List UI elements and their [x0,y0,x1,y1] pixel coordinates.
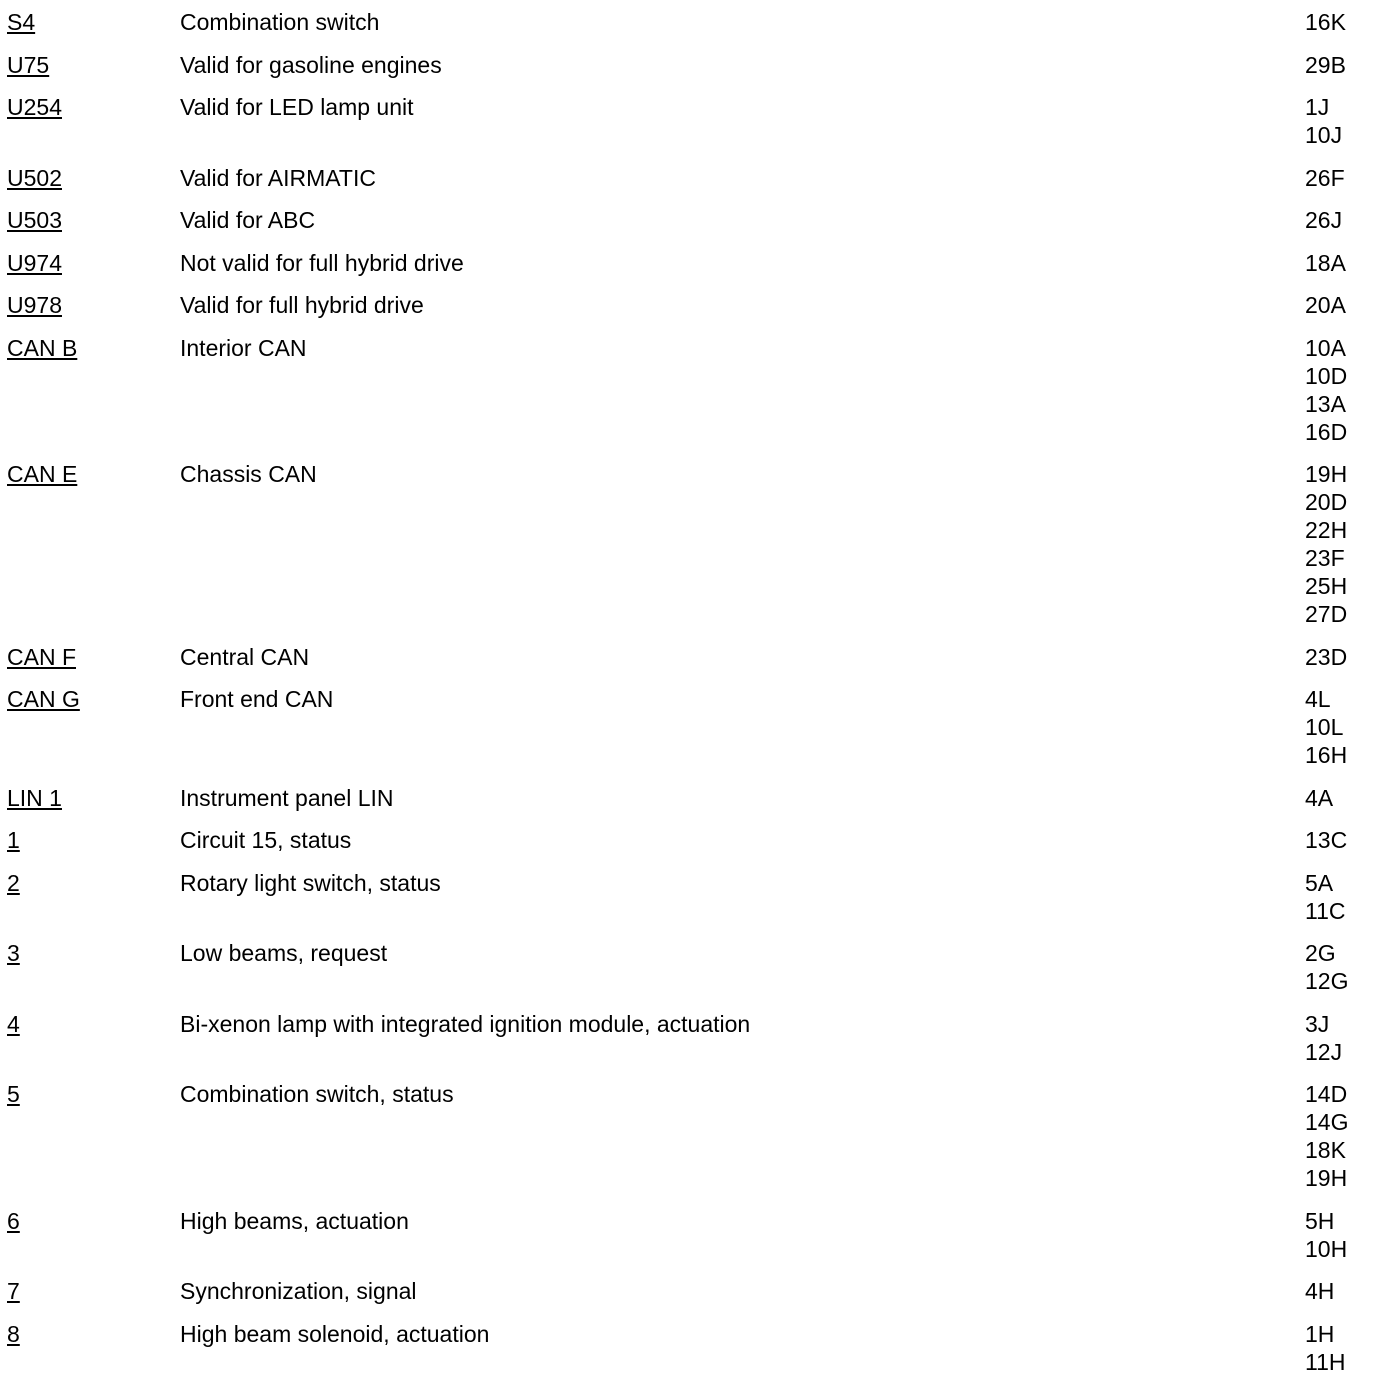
component-description: Combination switch, status [180,1081,454,1107]
grid-reference: 12G [1305,968,1349,994]
grid-reference-list [1305,1010,1385,1066]
component-description: Valid for LED lamp unit [180,94,414,120]
grid-reference: 19H [1305,1165,1348,1191]
grid-reference-list [1305,249,1385,277]
component-code-link[interactable]: U254 [7,94,62,120]
grid-reference: 13A [1305,390,1346,417]
grid-reference-list [1305,1080,1385,1192]
grid-reference-list [1305,93,1385,149]
grid-reference: 16K [1305,9,1346,35]
grid-reference: 4A [1305,784,1334,811]
component-code-link[interactable]: 1 [7,827,20,853]
component-code-link[interactable]: CAN G [7,686,80,712]
component-description: Interior CAN [180,334,307,361]
component-code-link[interactable]: S4 [7,9,36,35]
grid-reference: 1H [1305,1320,1335,1347]
component-description: Central CAN [180,643,310,670]
component-description: Synchronization, signal [180,1278,417,1304]
grid-reference-list [1305,826,1385,854]
grid-reference-list [1305,291,1385,319]
grid-reference: 3J [1305,1010,1330,1037]
component-description: Valid for gasoline engines [180,51,442,78]
component-code-link[interactable]: U978 [7,292,62,318]
grid-reference-list [1305,164,1385,192]
grid-reference: 19H [1305,461,1348,487]
grid-reference-list [1305,8,1385,36]
grid-reference: 27D [1305,601,1348,627]
grid-reference: 11H [1305,1348,1346,1375]
component-description: Combination switch [180,9,380,35]
component-code-link[interactable]: CAN E [7,461,78,487]
component-code-link[interactable]: U503 [7,207,62,233]
component-code-link[interactable]: 2 [7,869,20,896]
component-code-link[interactable]: 5 [7,1081,20,1107]
grid-reference: 1J [1305,94,1330,120]
component-description: High beam solenoid, actuation [180,1320,490,1347]
grid-reference: 26J [1305,207,1343,233]
grid-reference: 20A [1305,292,1346,318]
grid-reference: 11C [1305,897,1346,924]
grid-reference: 5H [1305,1207,1335,1234]
component-description: Circuit 15, status [180,827,352,853]
grid-reference-list [1305,685,1385,769]
component-description: Valid for ABC [180,207,316,233]
grid-reference: 29B [1305,51,1346,78]
grid-reference-list [1305,206,1385,234]
grid-reference: 22H [1305,517,1348,543]
component-description: Front end CAN [180,686,334,712]
grid-reference-list [1305,1277,1385,1305]
component-description: Valid for full hybrid drive [180,292,424,318]
grid-reference: 18A [1305,249,1346,276]
grid-reference: 10L [1305,714,1344,740]
component-description: High beams, actuation [180,1207,409,1234]
component-code-link[interactable]: 8 [7,1320,20,1347]
component-description: Chassis CAN [180,461,317,487]
grid-reference: 10A [1305,334,1346,361]
grid-reference: 5A [1305,869,1334,896]
grid-reference-list [1305,1207,1385,1263]
component-description: Bi-xenon lamp with integrated ignition module, actuation [180,1010,751,1037]
component-description: Low beams, request [180,940,388,966]
component-code-link[interactable]: 7 [7,1278,20,1304]
grid-reference: 23F [1305,545,1345,571]
grid-reference: 2G [1305,940,1336,966]
component-description: Not valid for full hybrid drive [180,249,464,276]
component-code-link[interactable]: CAN F [7,643,76,670]
grid-reference: 12J [1305,1038,1343,1065]
component-code-link[interactable]: U974 [7,249,62,276]
grid-reference: 14G [1305,1109,1349,1135]
grid-reference: 10H [1305,1235,1348,1262]
grid-reference-list [1305,643,1385,671]
grid-reference: 10J [1305,122,1343,148]
grid-reference: 20D [1305,489,1348,515]
component-code-link[interactable]: 4 [7,1010,20,1037]
grid-reference-list [1305,939,1385,995]
component-code-link[interactable]: U502 [7,164,62,191]
grid-reference-list [1305,51,1385,79]
grid-reference: 16H [1305,742,1348,768]
grid-reference: 26F [1305,164,1345,191]
component-code-link[interactable]: LIN 1 [7,784,62,811]
component-code-link[interactable]: 3 [7,940,20,966]
component-description: Rotary light switch, status [180,869,441,896]
grid-reference: 14D [1305,1081,1348,1107]
grid-reference-list [1305,784,1385,812]
grid-reference: 10D [1305,362,1348,389]
component-code-link[interactable]: CAN B [7,334,78,361]
component-code-link[interactable]: U75 [7,51,50,78]
grid-reference-list [1305,869,1385,925]
component-description: Instrument panel LIN [180,784,394,811]
grid-reference: 4L [1305,686,1331,712]
grid-reference: 23D [1305,643,1348,670]
component-code-link[interactable]: 6 [7,1207,20,1234]
grid-reference-list [1305,460,1385,628]
grid-reference-list [1305,334,1385,446]
grid-reference: 13C [1305,827,1348,853]
grid-reference: 25H [1305,573,1348,599]
component-description: Valid for AIRMATIC [180,164,376,191]
grid-reference: 4H [1305,1278,1335,1304]
grid-reference-list [1305,1320,1385,1376]
grid-reference: 18K [1305,1137,1346,1163]
grid-reference: 16D [1305,418,1348,445]
